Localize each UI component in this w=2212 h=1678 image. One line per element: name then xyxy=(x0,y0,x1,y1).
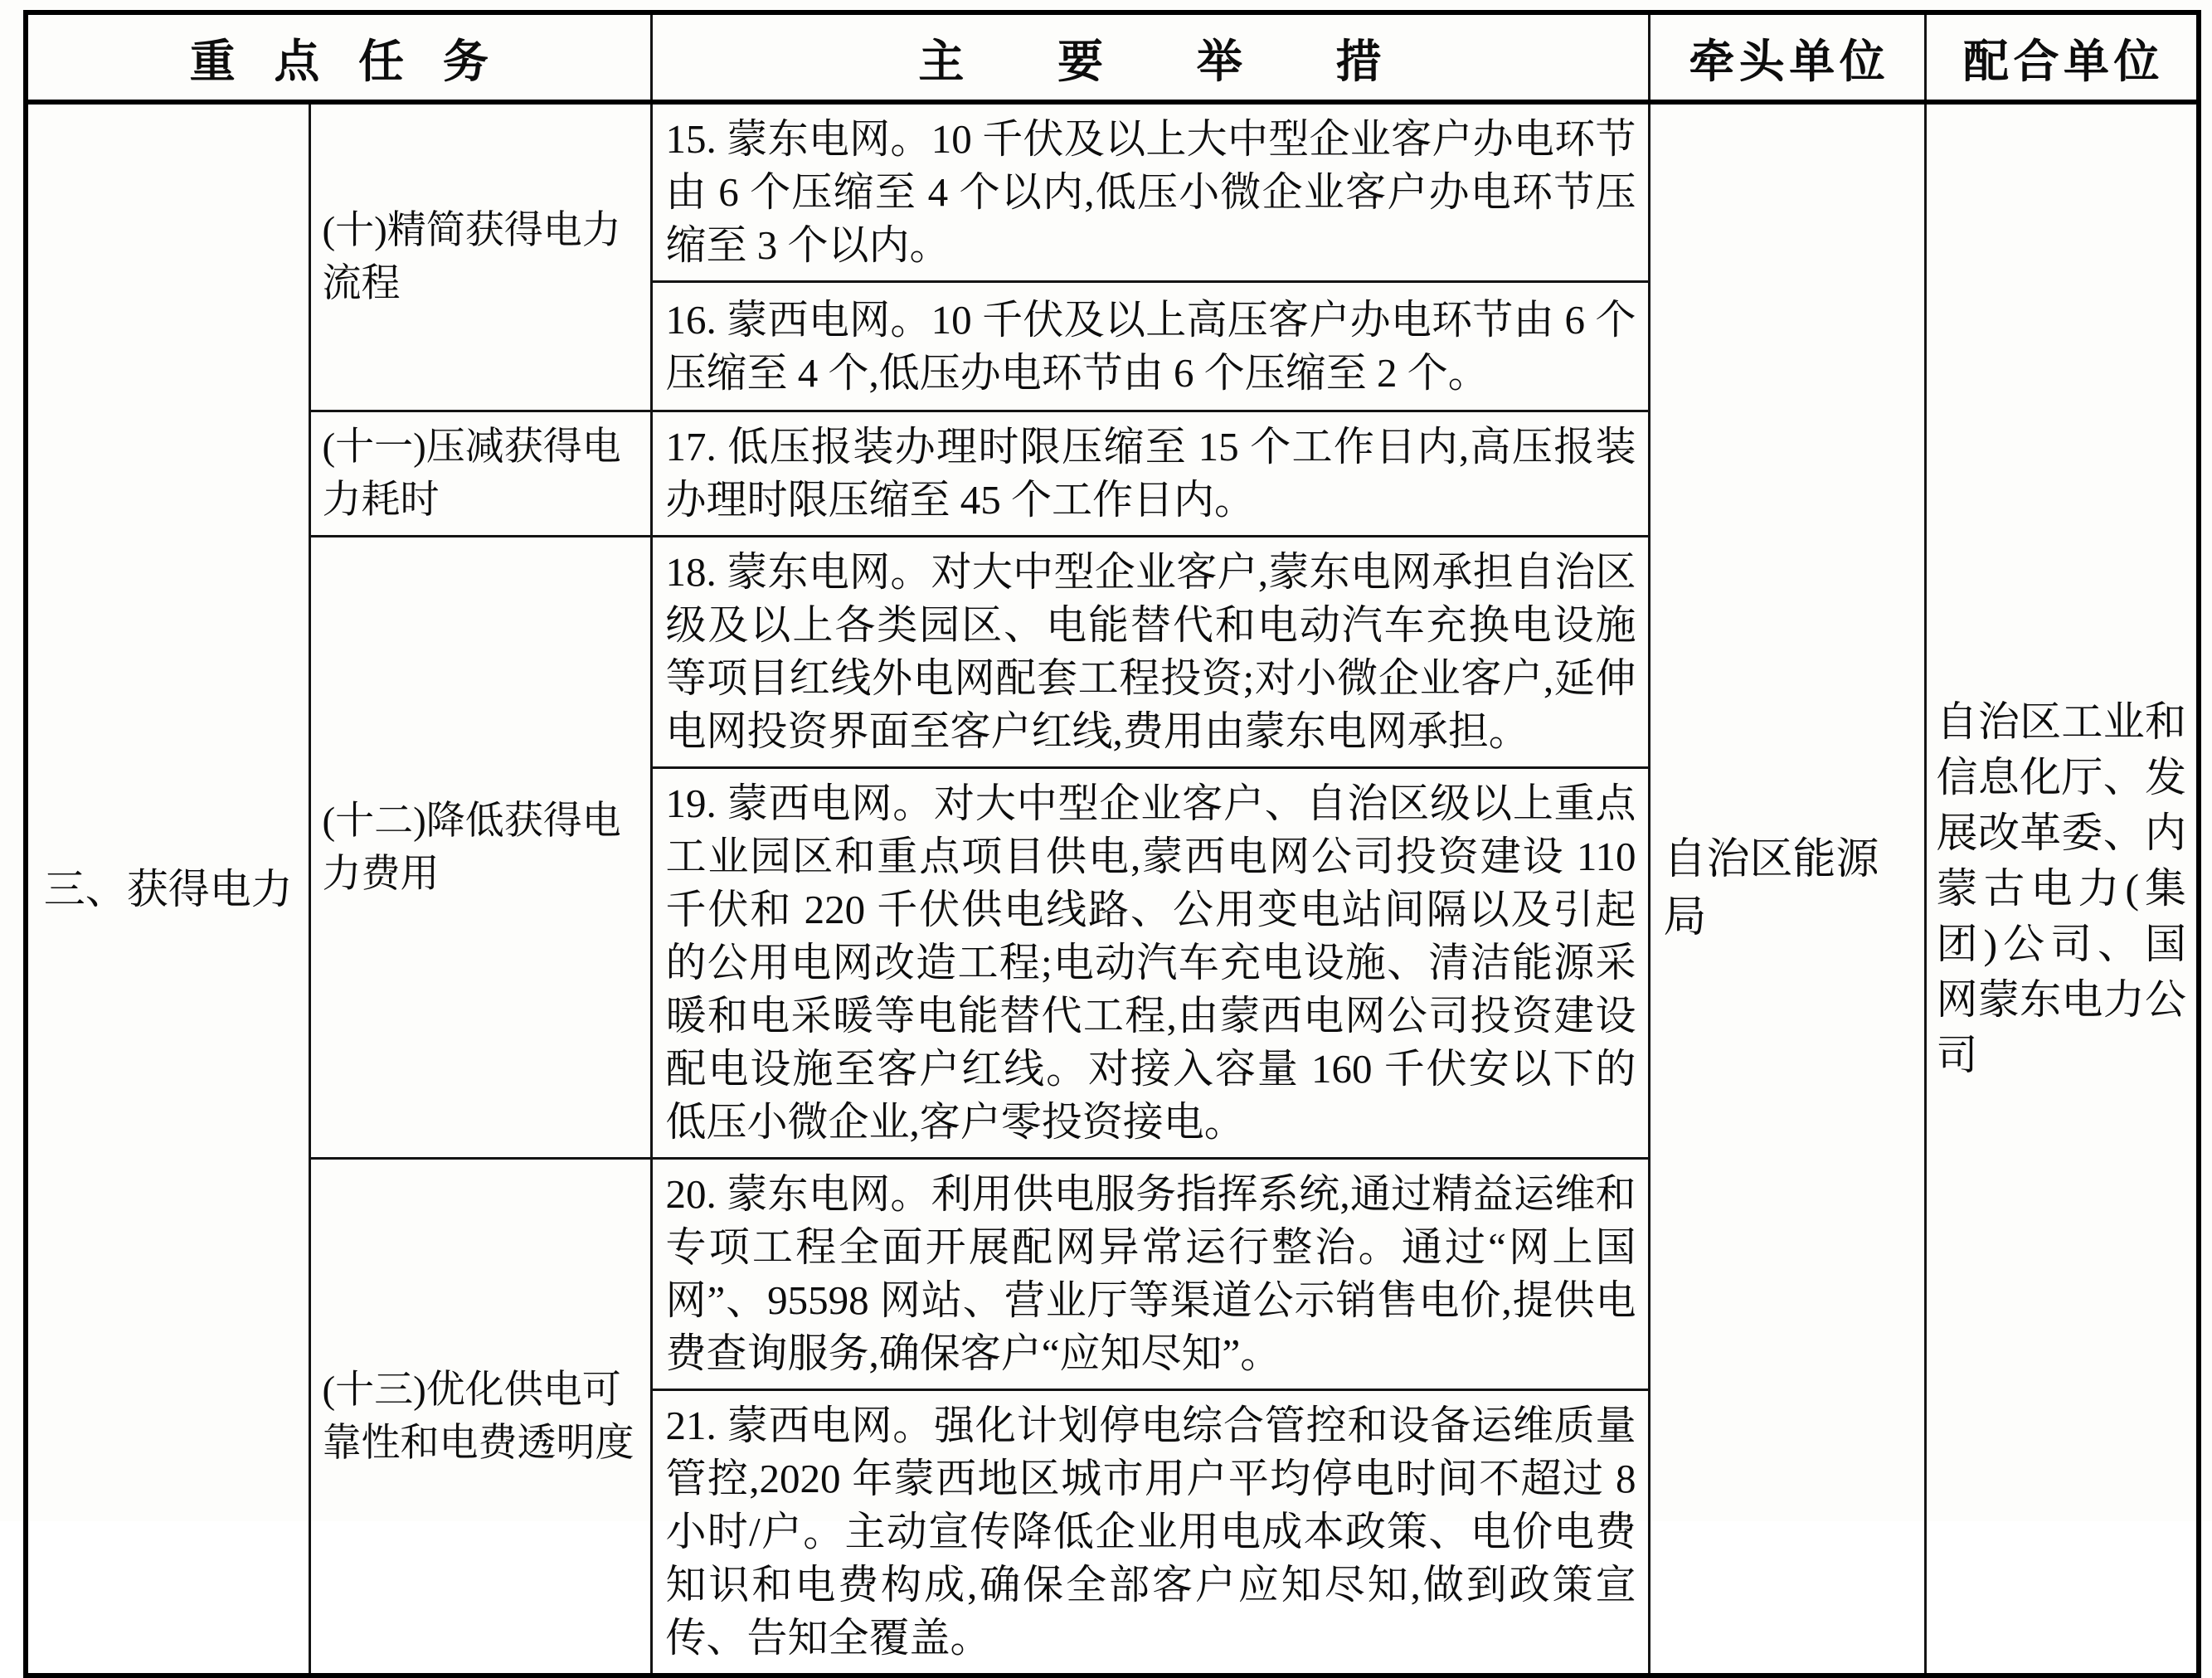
header-lead-unit: 牵头单位 xyxy=(1649,12,1925,102)
measure-cell-15: 15. 蒙东电网。10 千伏及以上大中型企业客户办电环节由 6 个压缩至 4 个以内,低压小微企业客户办电环节压缩至 3 个以内。 xyxy=(651,102,1649,282)
measure-cell-17: 17. 低压报装办理时限压缩至 15 个工作日内,高压报装办理时限压缩至 45 个工作日内。 xyxy=(651,411,1649,537)
lead-unit-cell: 自治区能源局 xyxy=(1649,102,1925,1676)
table-row xyxy=(26,102,2199,282)
measure-cell-16: 16. 蒙西电网。10 千伏及以上高压客户办电环节由 6 个压缩至 4 个,低压办电环节由 6 个压缩至 2 个。 xyxy=(651,282,1649,411)
category-cell: 三、获得电力 xyxy=(26,102,309,1676)
support-unit-cell: 自治区工业和信息化厅、发展改革委、内蒙古电力(集团)公司、国网蒙东电力公司 xyxy=(1925,102,2199,1676)
header-support-unit: 配合单位 xyxy=(1925,12,2199,102)
measure-cell-21: 21. 蒙西电网。强化计划停电综合管控和设备运维质量管控,2020 年蒙西地区城市用户平均停电时间不超过 8 小时/户。主动宣传降低企业用电成本政策、电价电费知识和电费构成,确保全部客户应知尽知,做到政策宣传、告知全覆盖。 xyxy=(651,1390,1649,1676)
measure-cell-18: 18. 蒙东电网。对大中型企业客户,蒙东电网承担自治区级及以上各类园区、电能替代和电动汽车充换电设施等项目红线外电网配套工程投资;对小微企业客户,延伸电网投资界面至客户红线,费用由蒙东电网承担。 xyxy=(651,537,1649,768)
task-cell-10: (十)精简获得电力流程 xyxy=(309,102,651,411)
header-main-measures: 主要举措 xyxy=(651,12,1649,102)
measure-cell-19: 19. 蒙西电网。对大中型企业客户、自治区级以上重点工业园区和重点项目供电,蒙西电网公司投资建设 110 千伏和 220 千伏供电线路、公用变电站间隔以及引起的公用电网改造工程;电动汽车充电设施、清洁能源采暖和电采暖等电能替代工程,由蒙西电网公司投资建设配电设施至客户红线。对接入容量 160 千伏安以下的低压小微企业,客户零投资接电。 xyxy=(651,768,1649,1159)
task-cell-12: (十二)降低获得电力费用 xyxy=(309,537,651,1159)
header-row xyxy=(26,12,2199,102)
measure-cell-20: 20. 蒙东电网。利用供电服务指挥系统,通过精益运维和专项工程全面开展配网异常运行整治。通过“网上国网”、95598 网站、营业厅等渠道公示销售电价,提供电费查询服务,确保客户“应知尽知”。 xyxy=(651,1159,1649,1390)
task-cell-11: (十一)压减获得电力耗时 xyxy=(309,411,651,537)
header-key-tasks: 重点任务 xyxy=(26,12,651,102)
task-cell-13: (十三)优化供电可靠性和电费透明度 xyxy=(309,1159,651,1676)
key-tasks-table xyxy=(23,10,2201,1678)
